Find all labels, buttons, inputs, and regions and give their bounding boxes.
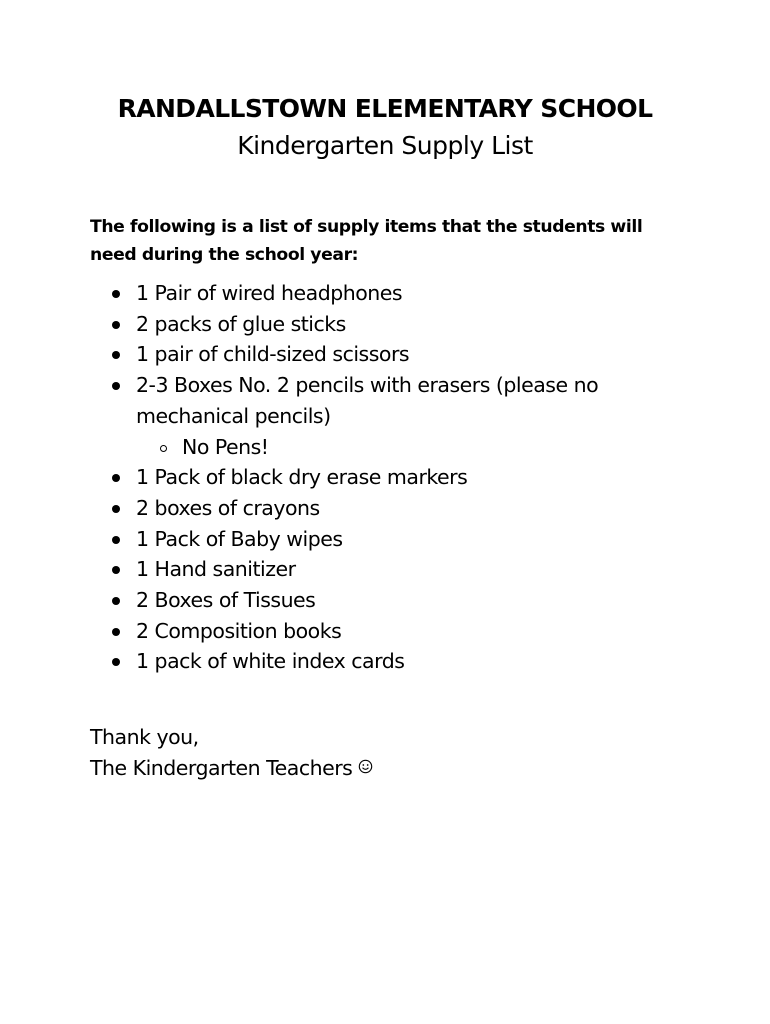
supply-item-label: 1 Hand sanitizer (136, 557, 296, 582)
bullet-icon (112, 505, 120, 513)
supply-item-pencils (112, 370, 656, 462)
supply-item-headphones (112, 278, 656, 309)
supply-item-label: 2 Composition books (136, 618, 342, 643)
supply-sub-list (136, 432, 656, 463)
intro-paragraph: The following is a list of supply items that the students will need during the school year: (90, 217, 643, 265)
supply-item-baby-wipes (112, 524, 656, 555)
supply-list (112, 278, 692, 677)
supply-item-label: 1 Pair of wired headphones (136, 281, 403, 305)
supply-item-label: 2 packs of glue sticks (136, 311, 346, 336)
supply-item-label: 1 pack of white index cards (136, 649, 405, 674)
signature-text: The Kindergarten Teachers (90, 756, 353, 780)
bullet-icon (112, 566, 120, 574)
supply-item-dry-erase-markers (112, 462, 656, 493)
smiley-face-icon (358, 752, 373, 783)
closing-block (90, 722, 650, 785)
bullet-icon (112, 351, 120, 359)
bullet-icon (112, 628, 120, 636)
bullet-icon (112, 597, 120, 605)
hollow-bullet-icon (160, 445, 167, 452)
supply-item-composition-books (112, 616, 656, 647)
supply-sub-item-label: No Pens! (182, 434, 269, 459)
bullet-icon (112, 658, 120, 666)
supply-item-label: 2 boxes of crayons (136, 495, 320, 520)
school-name-heading: RANDALLSTOWN ELEMENTARY SCHOOL (117, 94, 653, 123)
bullet-icon (112, 382, 120, 390)
supply-item-hand-sanitizer (112, 554, 656, 585)
bullet-icon (112, 290, 120, 298)
thank-you-line: Thank you, (90, 725, 199, 749)
bullet-icon (112, 536, 120, 544)
bullet-icon (112, 474, 120, 482)
supply-item-crayons (112, 493, 656, 524)
bullet-icon (112, 321, 120, 329)
supply-item-label: 1 Pack of Baby wipes (136, 526, 343, 551)
supply-item-tissues (112, 585, 656, 616)
supply-list-title: Kindergarten Supply List (237, 131, 533, 160)
supply-sub-item-no-pens (136, 432, 656, 463)
supply-item-index-cards (112, 646, 656, 677)
supply-item-label: 2-3 Boxes No. 2 pencils with erasers (please no mechanical pencils) (136, 373, 599, 428)
supply-item-label: 1 Pack of black dry erase markers (136, 465, 468, 490)
supply-item-label: 1 pair of child-sized scissors (136, 342, 410, 367)
signature-line (90, 753, 650, 785)
supply-item-label: 2 Boxes of Tissues (136, 588, 316, 613)
supply-item-scissors (112, 339, 656, 370)
supply-item-glue-sticks (112, 309, 656, 340)
